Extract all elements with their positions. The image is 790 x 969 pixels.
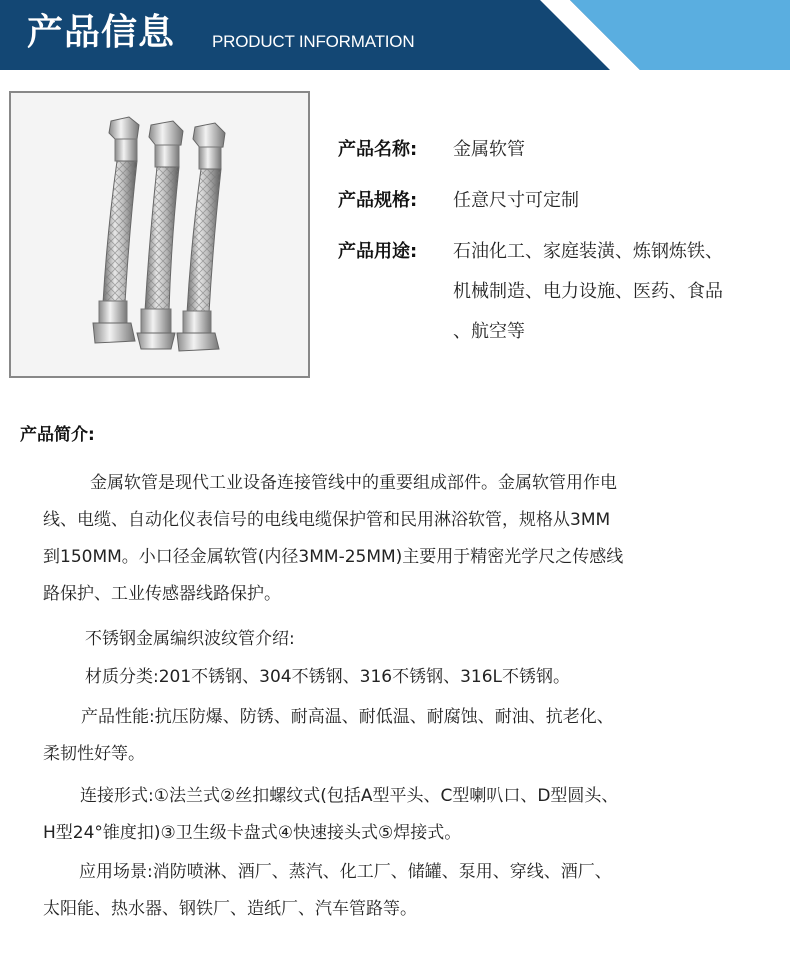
intro-paragraph-applications: [43, 861, 773, 935]
spec-value-line: 石油化工、家庭装潢、炼钢炼铁、: [453, 241, 723, 262]
metal-hose-image: [11, 93, 308, 376]
spec-value: [453, 188, 773, 214]
paragraph-line: 到150MM。小口径金属软管(内径3MM-25MM)主要用于精密光学尺之传感线: [43, 547, 624, 567]
paragraph-line: 应用场景:消防喷淋、酒厂、蒸汽、化工厂、储罐、泵用、穿线、酒厂、: [79, 862, 612, 882]
intro-title: 产品简介:: [20, 425, 95, 445]
hose-right: [177, 123, 225, 351]
spec-key: 产品用途:: [338, 241, 418, 262]
paragraph-line: 线、电缆、自动化仪表信号的电线电缆保护管和民用淋浴软管，规格从3MM: [43, 510, 611, 530]
paragraph-line: 不锈钢金属编织波纹管介绍:: [85, 629, 295, 649]
spec-value: [453, 137, 773, 163]
spec-value: [453, 239, 773, 359]
intro-paragraph-performance: [43, 706, 773, 780]
spec-key: 产品规格:: [338, 190, 418, 211]
intro-paragraph-materials: [43, 666, 773, 703]
spec-value-line: 任意尺寸可定制: [453, 190, 579, 211]
paragraph-line: 连接形式:①法兰式②丝扣螺纹式(包括A型平头、C型喇叭口、D型圆头、: [80, 786, 619, 806]
paragraph-line: H型24°锥度扣)③卫生级卡盘式④快速接头式⑤焊接式。: [43, 823, 462, 843]
paragraph-line: 路保护、工业传感器线路保护。: [43, 584, 281, 604]
intro-paragraph-connection: [43, 785, 773, 859]
page-subtitle: PRODUCT INFORMATION: [212, 32, 415, 51]
paragraph-line: 柔韧性好等。: [43, 744, 145, 764]
page-title: 产品信息: [27, 12, 176, 53]
header-banner: [0, 0, 790, 70]
spec-value-line: 、航空等: [453, 321, 525, 342]
intro-paragraph-2: [43, 628, 773, 665]
product-photo: [9, 91, 310, 378]
spec-value-line: 机械制造、电力设施、医药、食品: [453, 281, 723, 302]
hose-left: [93, 117, 139, 343]
paragraph-line: 产品性能:抗压防爆、防锈、耐高温、耐低温、耐腐蚀、耐油、抗老化、: [81, 707, 614, 727]
spec-value-line: 金属软管: [453, 139, 525, 160]
hose-middle: [137, 121, 183, 349]
paragraph-line: 金属软管是现代工业设备连接管线中的重要组成部件。金属软管用作电: [90, 473, 617, 493]
paragraph-line: 材质分类:201不锈钢、304不锈钢、316不锈钢、316L不锈钢。: [85, 667, 570, 687]
header-accent-stripe: [540, 0, 790, 70]
paragraph-line: 太阳能、热水器、钢铁厂、造纸厂、汽车管路等。: [43, 899, 417, 919]
spec-key: 产品名称:: [338, 139, 418, 160]
intro-paragraph-1: [43, 472, 773, 620]
